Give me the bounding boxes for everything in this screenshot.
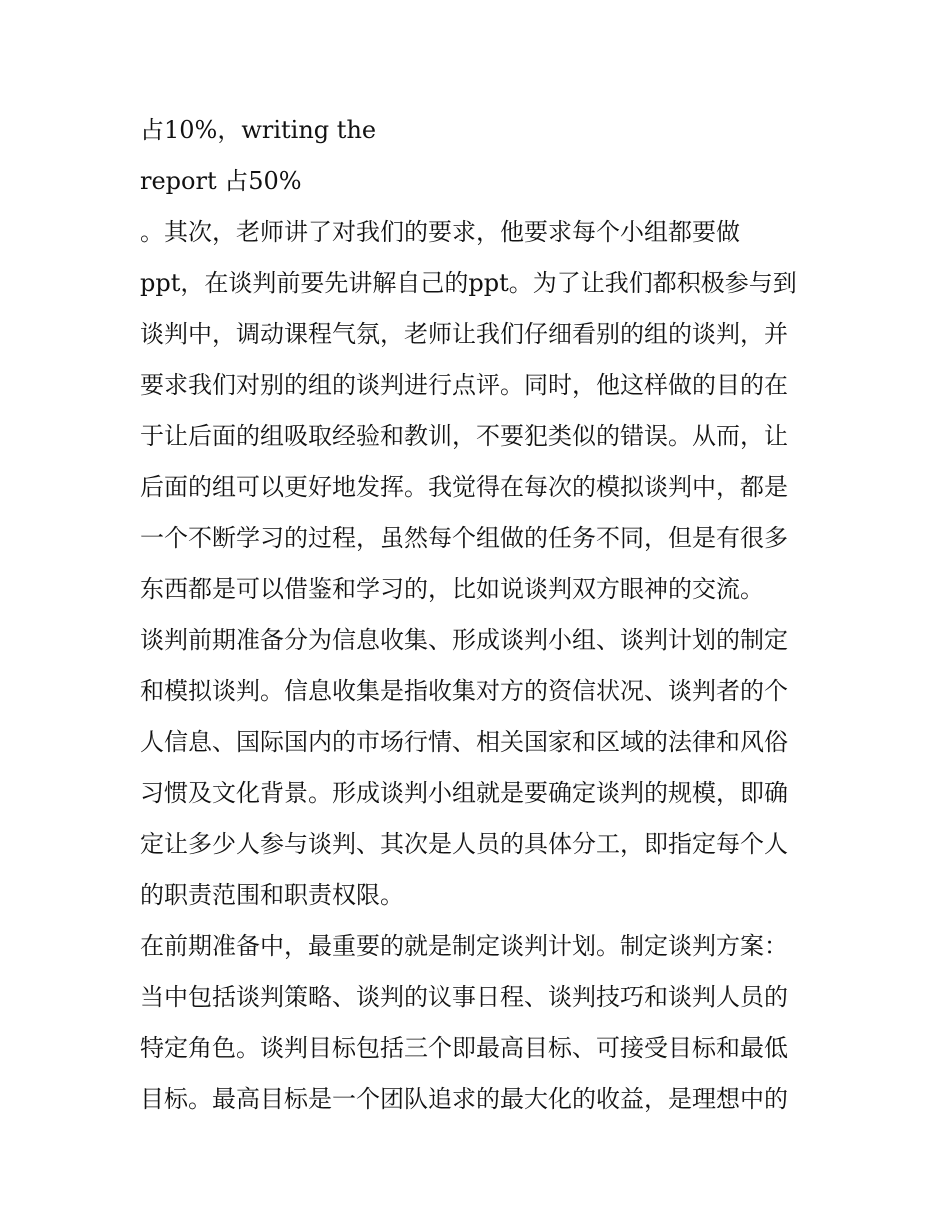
text-line: 目标。最高目标是一个团队追求的最大化的收益，是理想中的 — [140, 1085, 788, 1113]
text-line: 。其次，老师讲了对我们的要求，他要求每个小组都要做 — [140, 218, 740, 246]
text-line: 要求我们对别的组的谈判进行点评。同时，他这样做的目的在 — [140, 371, 788, 399]
text-line: 定让多少人参与谈判、其次是人员的具体分工，即指定每个人 — [140, 830, 788, 858]
text-line: 的职责范围和职责权限。 — [140, 881, 404, 909]
document-body — [140, 110, 812, 1130]
text-line: 谈判中，调动课程气氛，老师让我们仔细看别的组的谈判，并 — [140, 320, 788, 348]
text-line: 在前期准备中，最重要的就是制定谈判计划。制定谈判方案： — [140, 932, 788, 960]
text-line: 东西都是可以借鉴和学习的，比如说谈判双方眼神的交流。 — [140, 575, 764, 603]
text-line: report 占50% — [140, 167, 302, 195]
text-line: 后面的组可以更好地发挥。我觉得在每次的模拟谈判中，都是 — [140, 473, 788, 501]
text-line: 当中包括谈判策略、谈判的议事日程、谈判技巧和谈判人员的 — [140, 983, 788, 1011]
text-line: 特定角色。谈判目标包括三个即最高目标、可接受目标和最低 — [140, 1034, 788, 1062]
text-line: 一个不断学习的过程，虽然每个组做的任务不同，但是有很多 — [140, 524, 788, 552]
text-line: 习惯及文化背景。形成谈判小组就是要确定谈判的规模，即确 — [140, 779, 788, 807]
text-line: ppt，在谈判前要先讲解自己的ppt。为了让我们都积极参与到 — [140, 269, 797, 297]
text-line: 和模拟谈判。信息收集是指收集对方的资信状况、谈判者的个 — [140, 677, 788, 705]
text-line: 人信息、国际国内的市场行情、相关国家和区域的法律和风俗 — [140, 728, 788, 756]
text-line: 于让后面的组吸取经验和教训，不要犯类似的错误。从而，让 — [140, 422, 788, 450]
text-line: 占10%，writing the — [140, 116, 377, 144]
text-line: 谈判前期准备分为信息收集、形成谈判小组、谈判计划的制定 — [140, 626, 788, 654]
